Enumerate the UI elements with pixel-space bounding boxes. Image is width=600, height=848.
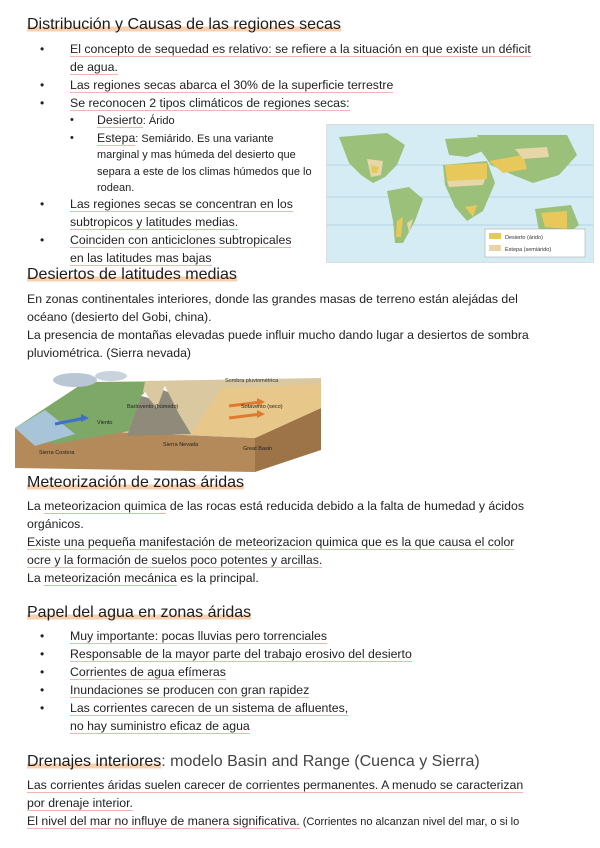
list-item: • Las corrientes carecen de un sistema de afluentes, no hay suministro eficaz de agua [0, 699, 412, 735]
label-sierra-costera: Sierra Costera [39, 450, 75, 456]
label-sotavento: Sotavento (seco) [241, 404, 283, 410]
paragraph-meteorizacion: La meteorizacion quimica de las rocas está reducida debido a la falta de humedad y ácidos orgánicos. Existe una pequeña manifestación de meteorizacion quimica que es la que causa el color ocre y la formación de suelos poco potentes y arcillas. La meteorización mecánica es la principal. [27, 499, 524, 585]
legend-steppe-label: Estepa (semiárido) [505, 247, 552, 253]
section-title-papel-agua: Papel del agua en zonas áridas [27, 604, 252, 621]
paragraph-drenajes: Las corrientes áridas suelen carecer de corrientes permanentes. A menudo se caracterizan por drenaje interior. El nivel del mar no influye de manera significativa. (Corrientes no alcanzan nivel del mar, o si lo [27, 778, 524, 828]
list-item: • Las regiones secas se concentran en los subtropicos y latitudes medias. [0, 195, 293, 231]
bullet-list-agua [0, 627, 412, 735]
section-title-distribucion: Distribución y Causas de las regiones secas [27, 16, 341, 33]
list-item: • Inundaciones se producen con gran rapidez [0, 681, 412, 699]
legend-desert-swatch [489, 233, 501, 239]
label-sierra-nevada: Sierra Nevada [163, 442, 199, 448]
list-item: • Responsable de la mayor parte del trabajo erosivo del desierto [0, 645, 412, 663]
section-title-meteorizacion: Meteorización de zonas áridas [27, 474, 245, 491]
bullet-list-s1 [0, 40, 531, 112]
legend-steppe-swatch [489, 245, 501, 251]
section-title-drenajes: Drenajes interiores: modelo Basin and Range (Cuenca y Sierra) [27, 753, 480, 770]
list-item: • El concepto de sequedad es relativo: se refiere a la situación en que existe un déficit de agua. [0, 40, 531, 76]
list-item: • Corrientes de agua efímeras [0, 663, 412, 681]
bullet-list-s1b [0, 195, 293, 267]
list-item: • Desierto: Árido [0, 112, 312, 130]
section-title-latitudes-medias: Desiertos de latitudes medias [27, 266, 237, 283]
list-item: • Muy importante: pocas lluvias pero torrenciales [0, 627, 412, 645]
list-item: • Las regiones secas abarca el 30% de la superficie terrestre [0, 76, 531, 94]
label-viento: Viento [97, 420, 113, 426]
list-item: • Se reconocen 2 tipos climáticos de regiones secas: [0, 94, 531, 112]
label-great-basin: Great Basin [243, 446, 273, 452]
rain-shadow-diagram [15, 368, 323, 473]
label-sombra: Sombra pluviométrica [225, 378, 279, 384]
list-item: • Coinciden con anticiclones subtropicales en las latitudes mas bajas [0, 231, 293, 267]
list-item: • Estepa: Semiárido. Es una variante marginal y mas húmeda del desierto que separa a este de los climas húmedos que lo rodean. [0, 130, 312, 197]
legend-desert-label: Desierto (árido) [505, 235, 543, 241]
paragraph-latitudes: En zonas continentales interiores, donde las grandes masas de terreno están alejádas del océano (desierto del Gobi, china). La presencia de montañas elevadas puede influir mucho dando lugar a desiertos de sombra pluviométrica. (Sierra nevada) [27, 292, 529, 360]
label-barlovento: Barlovento (húmedo) [127, 404, 179, 410]
world-dry-regions-map [326, 124, 594, 263]
sub-list-climates [0, 112, 312, 197]
